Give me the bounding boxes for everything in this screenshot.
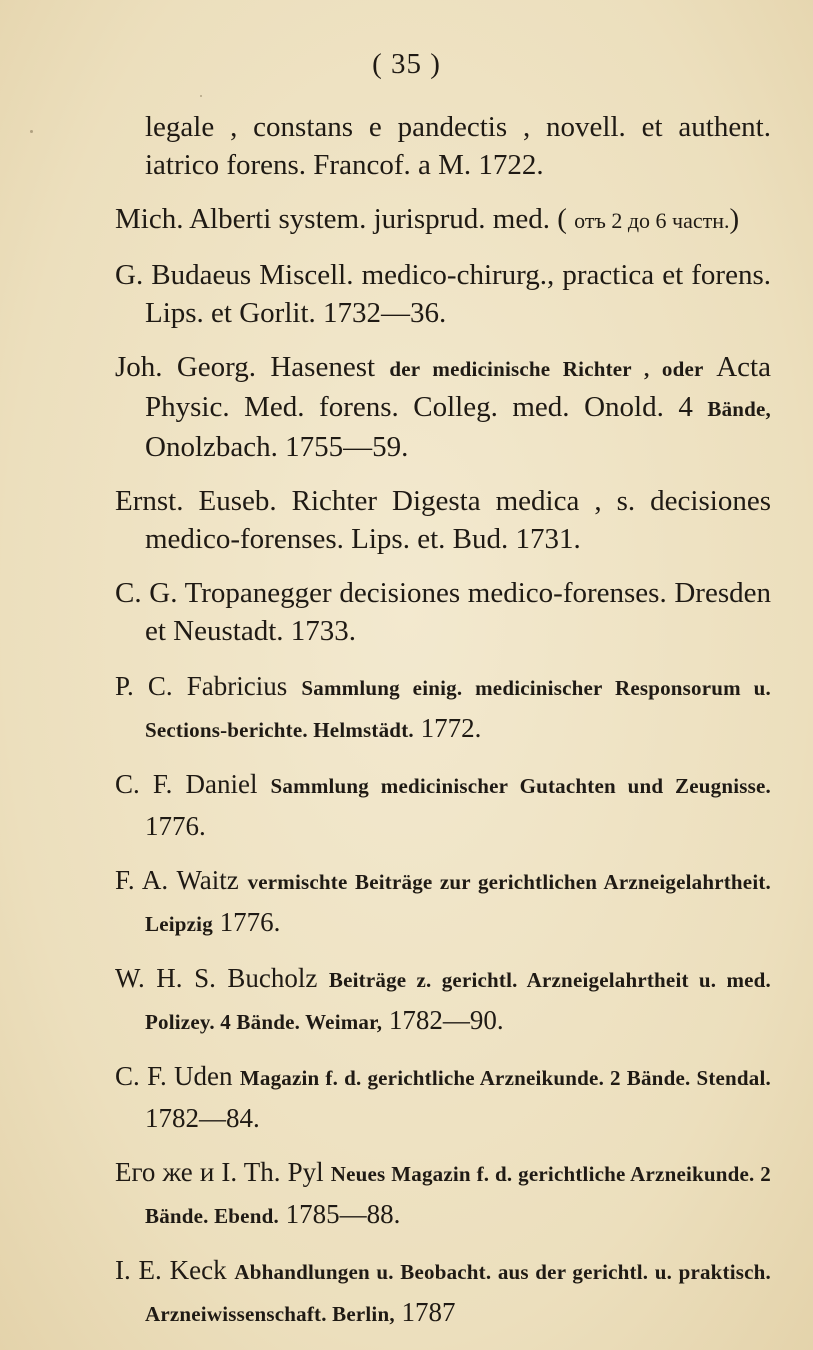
- entry-text: Его же и I. Th. Pyl: [115, 1157, 331, 1187]
- cyrillic-text: отъ 2 до 6 частн.: [574, 208, 730, 233]
- fraktur-text: Bände,: [707, 397, 771, 421]
- paper-speck: [30, 130, 33, 133]
- paper-speck: [430, 880, 432, 883]
- entry-text: 1776.: [145, 811, 206, 841]
- fraktur-text: vermischte Beiträge zur gerichtlichen Arzneigelahrtheit. Leipzig: [145, 870, 771, 936]
- entry-text: C. F. Uden: [115, 1061, 240, 1091]
- entry-text: C. G. Tropanegger decisiones medico-forenses. Dresden et Neustadt. 1733.: [115, 577, 771, 647]
- entry-text: Ernst. Euseb. Richter Digesta medica , s. decisiones medico-forenses. Lips. et. Bud. 1731.: [115, 485, 771, 555]
- fraktur-text: Sammlung einig. medicinischer Responsorum u. Sections-berichte. Helmstädt.: [145, 676, 771, 742]
- bibliography-entry: [115, 1250, 771, 1334]
- fraktur-text: der medicinische Richter , oder: [389, 357, 704, 381]
- entry-text: P. C. Fabricius: [115, 671, 302, 701]
- entry-text: 1772.: [413, 713, 482, 743]
- entry-text: ): [729, 203, 740, 235]
- paper-speck: [200, 95, 202, 97]
- entry-text: 1776.: [212, 907, 281, 937]
- bibliography-entry: [115, 1056, 771, 1138]
- entry-text: W. H. S. Bucholz: [115, 963, 329, 993]
- bibliography-entry: [115, 666, 771, 750]
- fraktur-text: Magazin f. d. gerichtliche Arzneikunde. 2 Bände. Stendal.: [239, 1066, 771, 1090]
- bibliography-entry: [115, 958, 771, 1042]
- bibliography-entry: [115, 108, 771, 184]
- entry-text: G. Budaeus Miscell. medico-chirurg., practica et forens. Lips. et Gorlit. 1732—36.: [115, 259, 771, 329]
- bibliography-entry: [115, 860, 771, 944]
- bibliography-list: [0, 108, 813, 1348]
- entry-text: Acta Physic. Med. forens. Colleg. med. Onold. 4: [145, 351, 771, 423]
- page-number: ( 35 ): [372, 48, 441, 80]
- entry-text: legale , constans e pandectis , novell. et authent. iatrico forens. Francof. a M. 1722.: [145, 111, 771, 181]
- entry-text: 1782—90.: [382, 1005, 504, 1035]
- entry-text: Joh. Georg. Hasenest: [115, 351, 390, 383]
- bibliography-entry: [115, 574, 771, 650]
- bibliography-entry: [115, 1152, 771, 1236]
- entry-text: 1785—88.: [278, 1199, 401, 1229]
- entry-text: I. E. Keck: [115, 1255, 235, 1285]
- entry-text: C. F. Daniel: [115, 769, 271, 799]
- entry-text: F. A. Waitz: [115, 865, 248, 895]
- fraktur-text: Abhandlungen u. Beobacht. aus der gerichtl. u. praktisch. Arzneiwissenschaft. Berlin,: [145, 1260, 772, 1326]
- bibliography-entry: [115, 256, 771, 332]
- entry-text: Mich. Alberti system. jurisprud. med. (: [115, 203, 575, 235]
- bibliography-entry: [115, 200, 771, 240]
- fraktur-text: Sammlung medicinischer Gutachten und Zeugnisse.: [270, 774, 771, 798]
- entry-text: Onolzbach. 1755—59.: [145, 431, 409, 463]
- entry-text: 1787: [394, 1297, 456, 1327]
- entry-text: 1782—84.: [145, 1103, 260, 1133]
- bibliography-entry: [115, 482, 771, 558]
- fraktur-text: Neues Magazin f. d. gerichtliche Arzneikunde. 2 Bände. Ebend.: [145, 1162, 771, 1228]
- fraktur-text: Beiträge z. gerichtl. Arzneigelahrtheit u. med. Polizey. 4 Bände. Weimar,: [145, 968, 772, 1034]
- bibliography-entry: [115, 348, 771, 466]
- bibliography-entry: [115, 764, 771, 846]
